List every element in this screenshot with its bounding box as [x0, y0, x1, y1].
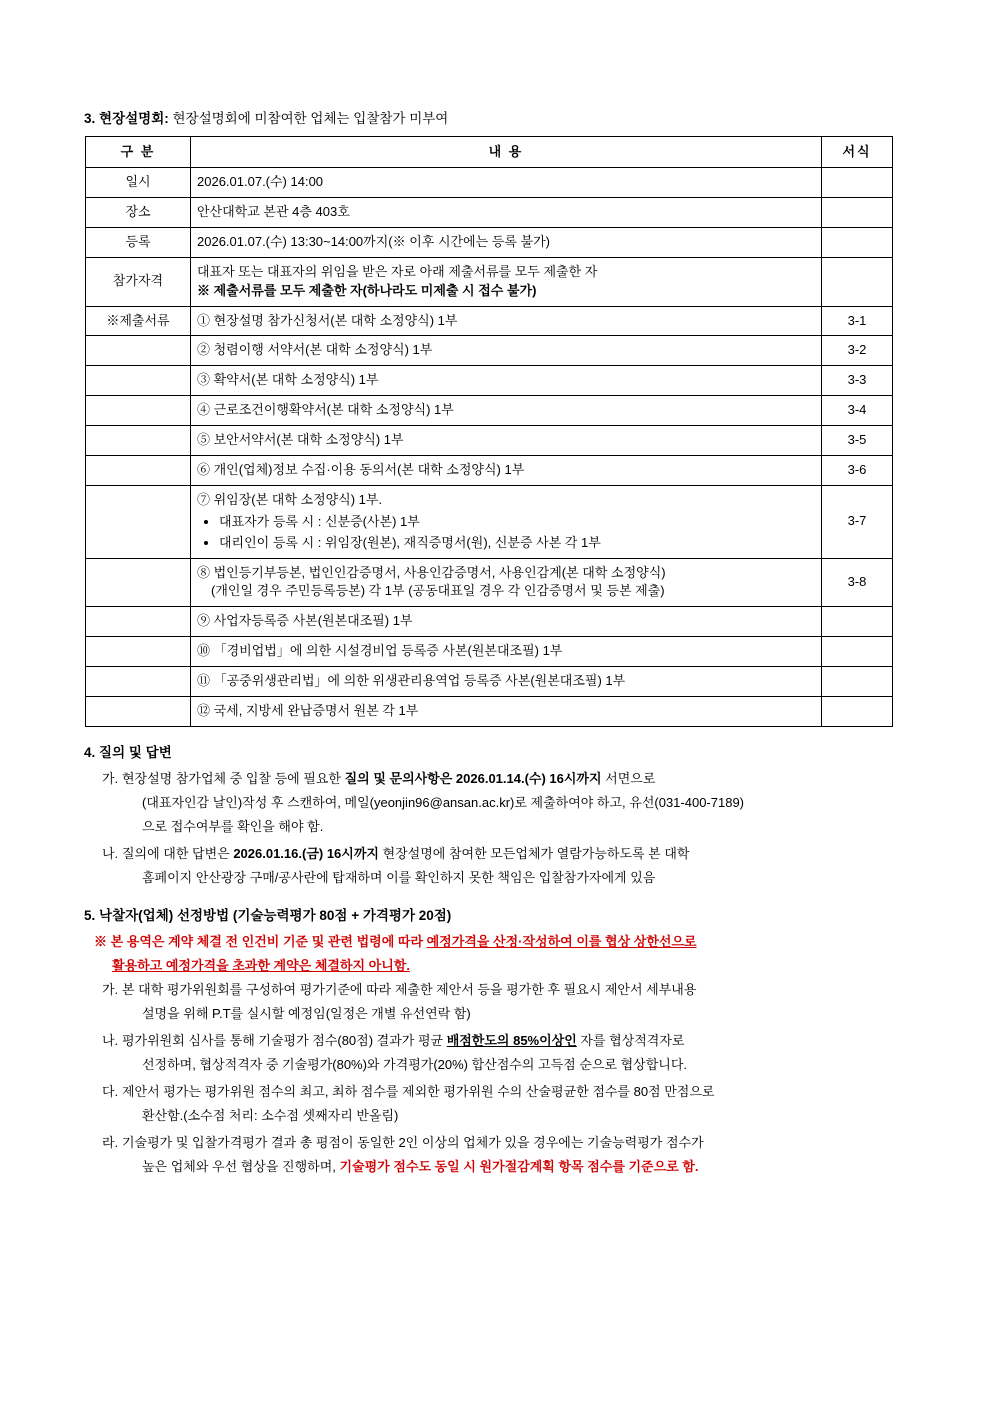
row-content: ④ 근로조건이행확약서(본 대학 소정양식) 1부 [191, 396, 822, 426]
item-marker: 나. [102, 845, 119, 861]
row-gubun: 장소 [86, 198, 191, 228]
row-gubun [86, 666, 191, 696]
row-form [822, 228, 893, 258]
row-gubun [86, 637, 191, 667]
text-run: 질의에 대한 답변은 [122, 845, 234, 861]
note-line [94, 930, 904, 954]
row-form: 3-4 [822, 396, 893, 426]
text-run: 서면으로 [601, 770, 656, 786]
header-form: 서식 [822, 136, 893, 168]
row-content: ⑨ 사업자등록증 사본(원본대조필) 1부 [191, 607, 822, 637]
section5-item [102, 1080, 904, 1128]
item-lines [122, 1080, 892, 1128]
section3-label: 현장설명회: [99, 111, 169, 126]
item-line [122, 842, 892, 866]
section4-title [84, 741, 904, 761]
text-run-bold: 질의 및 문의사항은 2026.01.14.(수) 16시까지 [344, 770, 602, 786]
section5-note [94, 930, 904, 978]
text-run: 평가위원회 심사를 통해 기술평가 점수(80점) 결과가 평균 [122, 1033, 447, 1048]
section3-heading [84, 110, 904, 128]
row-content: 2026.01.07.(수) 13:30~14:00까지(※ 이후 시간에는 등록 불가) [191, 228, 822, 258]
item-lines [122, 767, 892, 839]
row-content [191, 558, 822, 607]
row-gubun [86, 396, 191, 426]
header-content: 내 용 [191, 136, 822, 168]
section5 [84, 904, 904, 1179]
item-line: 선정하며, 협상적격자 중 기술평가(80%)와 가격평가(20%) 합산점수의 고득점 순으로 협상합니다. [142, 1057, 688, 1073]
row-form [822, 198, 893, 228]
section3-number: 3. [84, 111, 96, 126]
item-line: 환산함.(소수점 처리: 소수점 셋째자리 반올림) [142, 1108, 399, 1124]
row-gubun [86, 558, 191, 607]
table-row [86, 168, 893, 198]
qualification-line2-bold: (하나라도 미제출 시 접수 불가) [362, 282, 537, 298]
table-row [86, 485, 893, 558]
list-item: • 대표자가 등록 시 : 신분증(사본) 1부 [219, 512, 815, 532]
row-content: ⑪ 「공중위생관리법」에 의한 위생관리용역업 등록증 사본(원본대조필) 1부 [191, 666, 822, 696]
header-gubun: 구 분 [86, 136, 191, 168]
item-line: 본 대학 평가위원회를 구성하여 평가기준에 따라 제출한 제안서 등을 평가한 후 필요시 제안서 세부내용 [122, 981, 697, 997]
row-content: 안산대학교 본관 4층 403호 [191, 198, 822, 228]
text-run-bold: 2026.01.16.(금) 16시까지 [233, 845, 379, 861]
item-line: 홈페이지 안산광장 구매/공사란에 탑재하며 이를 확인하지 못한 책임은 입찰참가자에게 있음 [142, 869, 656, 885]
item-line: 설명을 위해 P.T를 실시할 예정임(일정은 개별 유선연락 함) [142, 1005, 471, 1021]
row-gubun [86, 366, 191, 396]
row-gubun: 참가자격 [86, 257, 191, 306]
item-lines [122, 1131, 892, 1179]
item-line: 으로 접수여부를 확인을 해야 함. [142, 818, 324, 834]
note-text: ※ 본 용역은 계약 체결 전 인건비 기준 및 관련 법령에 따라 [94, 933, 427, 949]
list-item: • 대리인이 등록 시 : 위임장(원본), 재직증명서(원), 신분증 사본 각 1부 [219, 533, 815, 553]
item-line [122, 1155, 892, 1179]
item-line: 기술평가 및 입찰가격평가 결과 총 평점이 동일한 2인 이상의 업체가 있을 경우에는 기술능력평가 점수가 [122, 1135, 704, 1151]
row-content: ⑫ 국세, 지방세 완납증명서 원본 각 1부 [191, 696, 822, 726]
row-gubun: 등록 [86, 228, 191, 258]
item-lines [122, 1029, 892, 1077]
row-form: 3-6 [822, 455, 893, 485]
row-form [822, 696, 893, 726]
section5-item [102, 1029, 904, 1077]
row-gubun: ※제출서류 [86, 306, 191, 336]
table-row [86, 306, 893, 336]
row-form [822, 666, 893, 696]
delegation-bullets [197, 512, 815, 553]
row-gubun [86, 696, 191, 726]
table-row [86, 366, 893, 396]
section5-item [102, 978, 904, 1026]
row-gubun [86, 485, 191, 558]
table-row [86, 228, 893, 258]
row-form: 3-8 [822, 558, 893, 607]
row-content: ③ 확약서(본 대학 소정양식) 1부 [191, 366, 822, 396]
table-row [86, 198, 893, 228]
table-body [86, 168, 893, 726]
table-header-row [86, 136, 893, 168]
note-underline: 예정가격을 산정·작성하여 이를 협상 상한선으로 [426, 933, 697, 949]
row-gubun [86, 425, 191, 455]
qualification-line1: 대표자 또는 대표자의 위임을 받은 자로 아래 제출서류를 모두 제출한 자 [197, 263, 598, 279]
site-briefing-table [85, 136, 893, 727]
section4-item [102, 767, 904, 839]
row-form: 3-1 [822, 306, 893, 336]
qualification-line2-prefix: ※ 제출서류를 모두 제출한 자 [197, 282, 363, 298]
text-run: 현장설명 참가업체 중 입찰 등에 필요한 [122, 770, 345, 786]
row-content [191, 485, 822, 558]
row-form [822, 637, 893, 667]
row-content: ⑤ 보안서약서(본 대학 소정양식) 1부 [191, 425, 822, 455]
row-form [822, 607, 893, 637]
row-content [191, 257, 822, 306]
row-form [822, 168, 893, 198]
qualification-line2 [197, 282, 815, 301]
text-run-bold-underline: 배점한도의 85%이상인 [446, 1033, 577, 1048]
text-run: 자를 협상적격자로 [576, 1033, 685, 1048]
item-marker: 라. [102, 1135, 119, 1151]
item-lines [122, 978, 892, 1026]
row-content: ① 현장설명 참가신청서(본 대학 소정양식) 1부 [191, 306, 822, 336]
text-run-red-bold: 기술평가 점수도 동일 시 원가절감계획 항목 점수를 기준으로 함. [339, 1159, 699, 1175]
text-run: 현장설명에 참여한 모든업체가 열람가능하도록 본 대학 [378, 845, 690, 861]
document-content [84, 110, 904, 1182]
row-content: 2026.01.07.(수) 14:00 [191, 168, 822, 198]
row-gubun: 일시 [86, 168, 191, 198]
row-form: 3-7 [822, 485, 893, 558]
item-line [122, 1029, 892, 1053]
item-lines [122, 842, 892, 890]
table-row [86, 425, 893, 455]
row-form: 3-2 [822, 336, 893, 366]
section4 [84, 741, 904, 890]
item-marker: 가. [102, 770, 119, 786]
corp-docs-line1: ⑧ 법인등기부등본, 법인인감증명서, 사용인감증명서, 사용인감계(본 대학 소정양식) [197, 564, 666, 580]
row-gubun [86, 336, 191, 366]
item-marker: 가. [102, 981, 119, 997]
item-marker: 나. [102, 1033, 119, 1048]
item-line: (대표자인감 날인)작성 후 스캔하여, 메일(yeonjin96@ansan.ac.kr)로 제출하여야 하고, 유선(031-400-7189) [142, 794, 745, 810]
row-form [822, 257, 893, 306]
delegation-title: ⑦ 위임장(본 대학 소정양식) 1부. [197, 491, 383, 507]
table-row [86, 637, 893, 667]
row-gubun [86, 455, 191, 485]
row-form: 3-5 [822, 425, 893, 455]
text-run: 높은 업체와 우선 협상을 진행하며, [142, 1159, 340, 1175]
item-line [122, 767, 892, 791]
note-line [94, 954, 904, 978]
section5-title [84, 904, 904, 924]
section4-item [102, 842, 904, 890]
note-underline: 활용하고 예정가격을 초과한 계약은 체결하지 아니함. [112, 957, 410, 973]
section4-number: 4. [84, 744, 96, 760]
corp-docs-line2: (개인일 경우 주민등록등본) 각 1부 (공동대표일 경우 각 인감증명서 및 등본 제출) [211, 583, 665, 599]
table-row [86, 607, 893, 637]
row-content: ⑥ 개인(업체)정보 수집·이용 동의서(본 대학 소정양식) 1부 [191, 455, 822, 485]
table-row [86, 558, 893, 607]
section5-item [102, 1131, 904, 1179]
section5-number: 5. [84, 907, 96, 923]
row-gubun [86, 607, 191, 637]
table-row [86, 396, 893, 426]
table-row [86, 455, 893, 485]
table-row [86, 257, 893, 306]
table-header [86, 136, 893, 168]
row-form: 3-3 [822, 366, 893, 396]
row-content: ⑩ 「경비업법」에 의한 시설경비업 등록증 사본(원본대조필) 1부 [191, 637, 822, 667]
item-marker: 다. [102, 1084, 119, 1100]
table-row [86, 666, 893, 696]
section4-title-text: 질의 및 답변 [99, 744, 172, 760]
item-line: 제안서 평가는 평가위원 점수의 최고, 최하 점수를 제외한 평가위원 수의 산술평균한 점수를 80점 만점으로 [122, 1084, 715, 1100]
row-content: ② 청렴이행 서약서(본 대학 소정양식) 1부 [191, 336, 822, 366]
table-row [86, 696, 893, 726]
section3-heading-rest: 현장설명회에 미참여한 업체는 입찰참가 미부여 [172, 111, 449, 126]
table-row [86, 336, 893, 366]
section5-title-text: 낙찰자(업체) 선정방법 (기술능력평가 80점 + 가격평가 20점) [99, 907, 452, 923]
